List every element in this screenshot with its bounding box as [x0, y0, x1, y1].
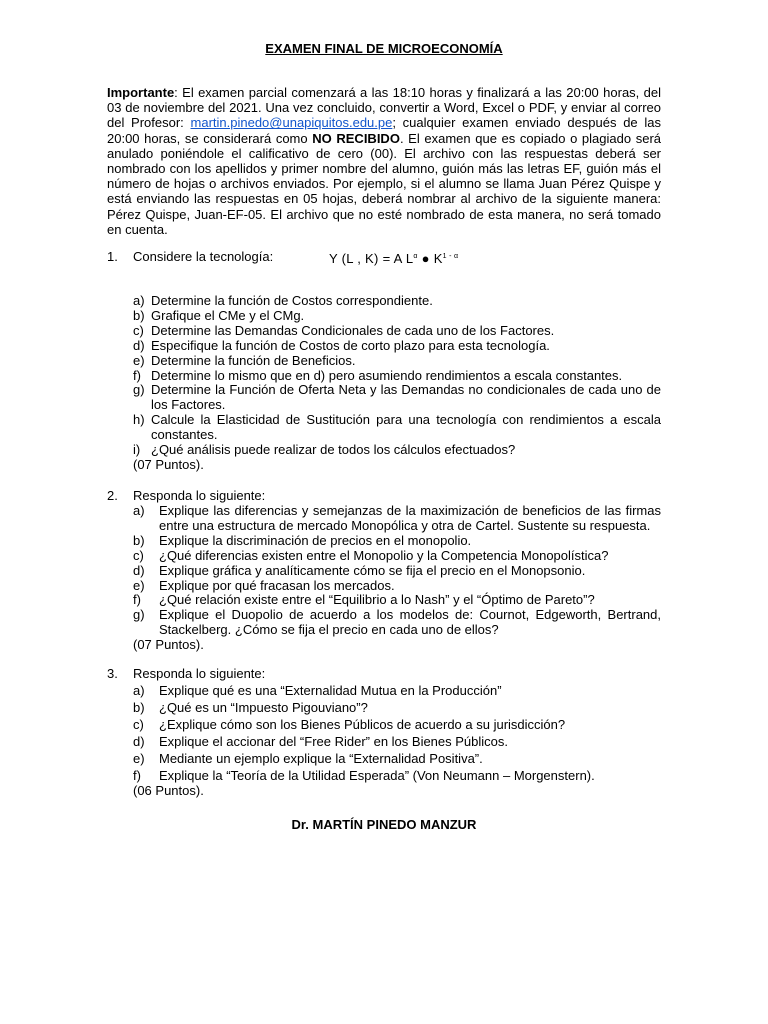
question-item	[107, 579, 661, 594]
item-text: ¿Qué análisis puede realizar de todos los cálculos efectuados?	[151, 442, 516, 458]
intro-label: Importante	[107, 85, 175, 100]
question-item	[107, 716, 661, 733]
question-number: 2.	[107, 488, 118, 503]
question-2	[107, 489, 661, 653]
question-item	[107, 750, 661, 767]
question-item	[107, 682, 661, 699]
item-text: Explique el accionar del “Free Rider” en los Bienes Públicos.	[159, 734, 509, 749]
item-label: a)	[133, 293, 145, 308]
item-label: h)	[133, 412, 145, 428]
intro-text-1: : El examen parcial comenzará a las 18:10 horas y finalizará a las 20:00 horas, del 03 de noviembre del 2021. Una vez concluido, convertir a Word, Excel o PDF, y enviar al correo del Profesor:	[107, 85, 661, 131]
item-text: Explique qué es una “Externalidad Mutua en la Producción”	[159, 683, 502, 698]
question-item	[107, 339, 661, 354]
question-item	[107, 767, 661, 784]
item-text: Mediante un ejemplo explique la “Externalidad Positiva”.	[159, 751, 483, 766]
item-label: d)	[133, 562, 145, 578]
item-text: Determine lo mismo que en d) pero asumiendo rendimientos a escala constantes.	[151, 367, 623, 383]
item-text: ¿Qué relación existe entre el “Equilibrio a lo Nash” y el “Óptimo de Pareto”?	[159, 592, 595, 608]
item-label: g)	[133, 607, 145, 623]
intro-bold: NO RECIBIDO	[312, 130, 400, 146]
question-item	[107, 443, 661, 458]
item-label: e)	[133, 751, 145, 766]
item-label: i)	[133, 442, 141, 458]
item-text: Explique por qué fracasan los mercados.	[159, 577, 395, 593]
question-points: (07 Puntos).	[133, 637, 204, 653]
question-text: Responda lo siguiente:	[133, 666, 266, 681]
question-item	[107, 593, 661, 608]
item-text: Calcule la Elasticidad de Sustitución para una tecnología con rendimientos a escala constantes.	[151, 412, 661, 443]
item-label: c)	[133, 322, 144, 338]
question-3	[107, 667, 661, 799]
item-text: ¿Explique cómo son los Bienes Públicos de acuerdo a su jurisdicción?	[159, 717, 566, 732]
question-item	[107, 309, 661, 324]
item-label: a)	[133, 503, 145, 518]
question-item	[107, 534, 661, 549]
question-item	[107, 733, 661, 750]
item-text: Especifique la función de Costos de corto plazo para esta tecnología.	[151, 337, 550, 353]
technology-formula: Y (L , K) = A $L^\alpha$ ● $K^{1 - \alpha}$	[329, 251, 459, 266]
item-text: ¿Qué es un “Impuesto Pigouviano”?	[159, 700, 368, 715]
intro-paragraph	[107, 85, 661, 237]
question-text: Responda lo siguiente:	[133, 488, 266, 503]
item-label: b)	[133, 532, 145, 548]
question-number: 3.	[107, 666, 118, 681]
question-item	[107, 608, 661, 638]
question-item	[107, 324, 661, 339]
item-label: f)	[133, 592, 141, 608]
question-items	[107, 504, 661, 638]
item-label: c)	[133, 717, 144, 732]
intro-text-3: . El examen que es copiado o plagiado será anulado poniéndole el calificativo de cero (00). El archivo con las respuestas deberá ser nombrado con los apellidos y primer nombre del alumno, guión más las letras EF, guión más el número de hojas o archivos enviados. Por ejemplo, si el alumno se llama Juan Pérez Quispe y está enviando las respuestas en 05 hojas, deberá nombrar al archivo de la siguiente manera: Pérez Quispe, Juan-EF-05. El archivo que no esté nombrado de esta manera, no será tomado en cuenta.	[107, 130, 662, 237]
item-label: b)	[133, 307, 145, 323]
item-label: f)	[133, 768, 141, 783]
item-text: Determine la Función de Oferta Neta y las Demandas no condicionales de cada uno de los Factores.	[151, 382, 661, 413]
intro-text-2: ; cualquier examen enviado después de las 20:00 horas, se considerará como	[107, 115, 661, 146]
question-item	[107, 354, 661, 369]
question-item	[107, 413, 661, 443]
item-label: b)	[133, 700, 145, 715]
item-label: e)	[133, 577, 145, 593]
question-item	[107, 369, 661, 384]
item-text: Explique las diferencias y semejanzas de la maximización de beneficios de las firmas entre una estructura de mercado Monopólica y otra de Cartel. Sustente su respuesta.	[159, 503, 661, 533]
item-label: d)	[133, 734, 145, 749]
question-points: (06 Puntos).	[133, 783, 204, 798]
question-item	[107, 504, 661, 534]
question-1	[107, 250, 661, 473]
question-items	[107, 294, 661, 458]
question-items	[107, 682, 661, 784]
question-number: 1.	[107, 249, 118, 264]
question-points: (07 Puntos).	[133, 456, 204, 472]
question-item	[107, 294, 661, 309]
item-label: e)	[133, 352, 145, 368]
page-title: EXAMEN FINAL DE MICROECONOMÍA	[265, 41, 503, 56]
item-label: g)	[133, 382, 145, 398]
question-text: Considere la tecnología:	[133, 249, 274, 264]
item-label: a)	[133, 683, 145, 698]
question-item	[107, 699, 661, 716]
item-text: Determine la función de Beneficios.	[151, 352, 356, 368]
item-text: Determine la función de Costos correspondiente.	[151, 293, 433, 308]
question-item	[107, 383, 661, 413]
item-text: Explique la “Teoría de la Utilidad Esperada” (Von Neumann – Morgenstern).	[159, 768, 595, 783]
question-item	[107, 564, 661, 579]
item-label: c)	[133, 547, 144, 563]
item-text: ¿Qué diferencias existen entre el Monopolio y la Competencia Monopolística?	[159, 547, 609, 563]
item-label: d)	[133, 337, 145, 353]
signature: Dr. MARTÍN PINEDO MANZUR	[291, 817, 477, 832]
item-text: Explique gráfica y analíticamente cómo se fija el precio en el Monopsonio.	[159, 562, 586, 578]
item-text: Explique el Duopolio de acuerdo a los modelos de: Cournot, Edgeworth, Bertrand, Stackelberg. ¿Cómo se fija el precio en cada uno de ellos?	[159, 607, 661, 638]
email-link[interactable]: martin.pinedo@unapiquitos.edu.pe	[190, 115, 393, 131]
item-text: Determine las Demandas Condicionales de cada uno de los Factores.	[151, 322, 555, 338]
item-text: Explique la discriminación de precios en el monopolio.	[159, 532, 472, 548]
item-text: Grafique el CMe y el CMg.	[151, 307, 305, 323]
question-item	[107, 549, 661, 564]
item-label: f)	[133, 367, 141, 383]
